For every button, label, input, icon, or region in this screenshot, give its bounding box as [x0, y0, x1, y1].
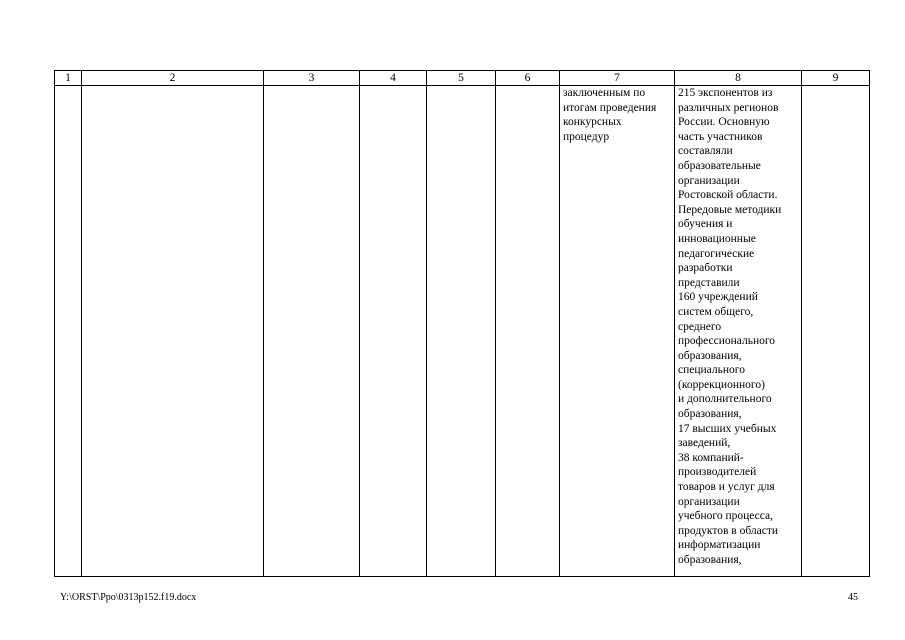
- column-header-6: 6: [496, 71, 560, 86]
- table-cell-col9: [802, 86, 870, 577]
- table-row: [55, 86, 870, 577]
- table-cell-col2: [82, 86, 264, 577]
- table-cell-col6: [496, 86, 560, 577]
- table-cell-col7: заключенным по итогам проведения конкурсных процедур: [560, 86, 675, 577]
- footer-file-path: Y:\ORST\Ppo\0313p152.f19.docx: [60, 592, 197, 603]
- column-header-3: 3: [264, 71, 360, 86]
- column-header-8: 8: [675, 71, 802, 86]
- column-header-2: 2: [82, 71, 264, 86]
- column-header-1: 1: [55, 71, 82, 86]
- table-cell-col5: [427, 86, 496, 577]
- column-header-9: 9: [802, 71, 870, 86]
- data-table: [54, 70, 870, 577]
- table-cell-col4: [360, 86, 427, 577]
- table-cell-col1: [55, 86, 82, 577]
- page-number: 45: [848, 592, 858, 603]
- column-header-5: 5: [427, 71, 496, 86]
- table-cell-col3: [264, 86, 360, 577]
- table-cell-col8: 215 экспонентов из различных регионов России. Основную часть участников составляли образовательные организации Ростовской области. Передовые методики обучения и инновационные педагогические разработки представили 160 учреждений систем общего, среднего профессионального образования, специального (коррекционного) и дополнительного образования, 17 высших учебных заведений, 38 компаний- производителей товаров и услуг для организации учебного процесса, продуктов в области информатизации образования,: [675, 86, 802, 577]
- column-header-4: 4: [360, 71, 427, 86]
- column-header-7: 7: [560, 71, 675, 86]
- table-header-row: [55, 71, 870, 86]
